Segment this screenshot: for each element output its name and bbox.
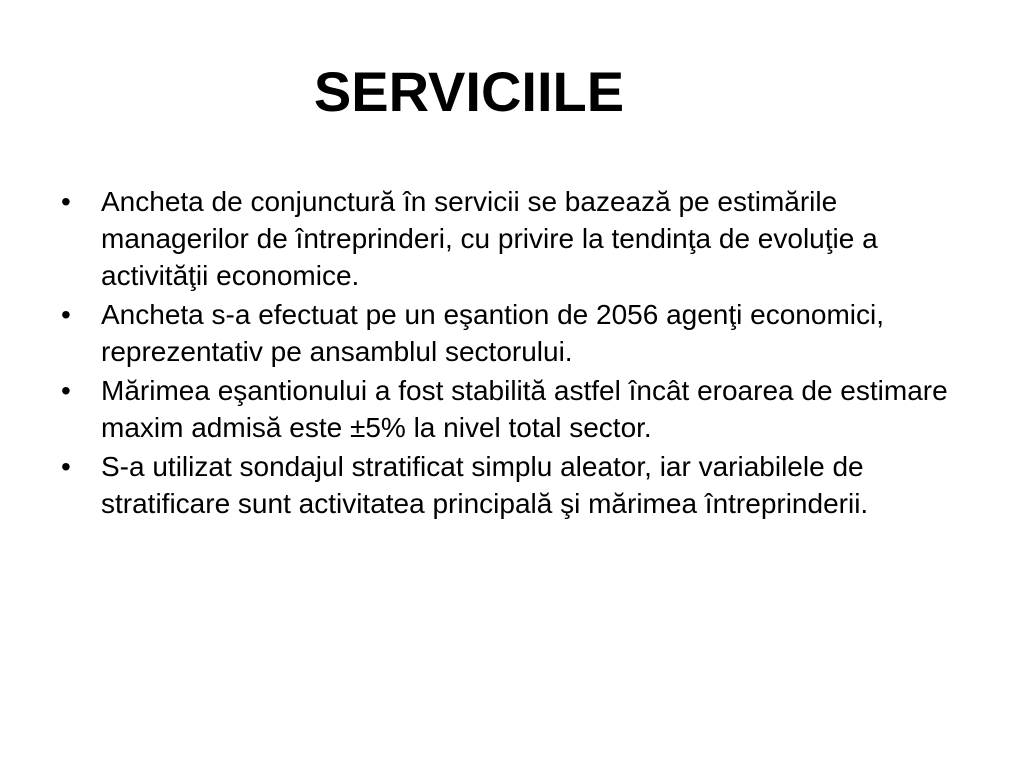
- bullet-marker: •: [61, 375, 71, 406]
- bullet-item-3: [56, 372, 976, 446]
- bullet-marker: •: [61, 186, 71, 217]
- bullet-item-2: [56, 296, 976, 370]
- bullet-marker: •: [61, 299, 71, 330]
- bullet-text: Ancheta de conjunctură în servicii se bazează pe estimările managerilor de întreprinderi, cu privire la tendinţa de evoluţie a activităţii economice.: [101, 186, 878, 291]
- slide-title: SERVICIILE: [313, 60, 625, 123]
- bullet-text: Mărimea eşantionului a fost stabilită astfel încât eroarea de estimare maxim admisă este ±5% la nivel total sector.: [101, 375, 948, 443]
- bullet-item-4: [56, 448, 976, 522]
- bullet-item-1: [56, 183, 976, 294]
- bullet-marker: •: [61, 451, 71, 482]
- bullet-text: Ancheta s-a efectuat pe un eşantion de 2056 agenţi economici, reprezentativ pe ansamblul sectorului.: [101, 299, 884, 367]
- bullet-list: [56, 183, 976, 524]
- bullet-text: S-a utilizat sondajul stratificat simplu aleator, iar variabilele de stratificare sunt activitatea principală şi mărimea întreprinderii.: [101, 451, 869, 519]
